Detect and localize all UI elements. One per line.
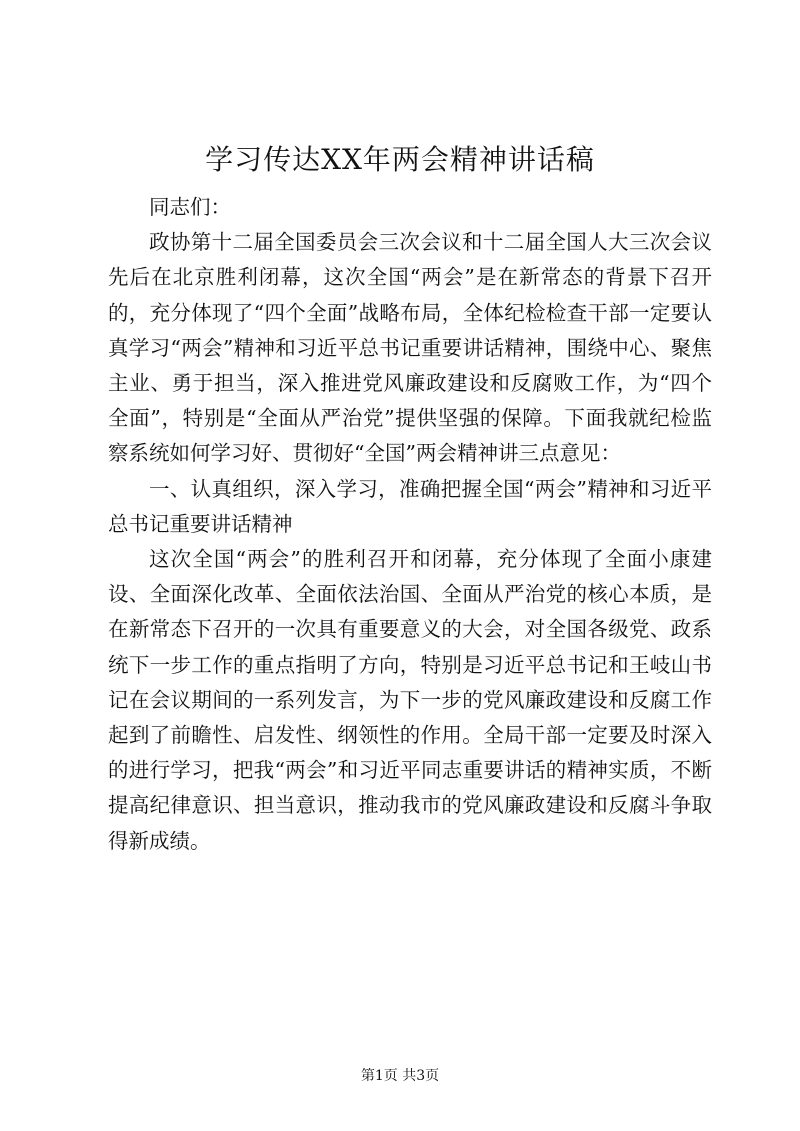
- section-heading-1: 一、认真组织，深入学习，准确把握全国“两会”精神和习近平总书记重要讲话精神: [108, 476, 712, 536]
- document-title: 学习传达XX年两会精神讲话稿: [205, 143, 595, 176]
- document-body: [108, 190, 712, 859]
- page-number-footer: 第1页 共3页: [360, 1068, 440, 1084]
- paragraph-section-1: 这次全国“两会”的胜利召开和闭幕，充分体现了全面小康建设、全面深化改革、全面依法治国、全面从严治党的核心本质，是在新常态下召开的一次具有重要意义的大会，对全国各级党、政系统下一步工作的重点指明了方向，特别是习近平总书记和王岐山书记在会议期间的一系列发言，为下一步的党风廉政建设和反腐工作起到了前瞻性、启发性、纲领性的作用。全局干部一定要及时深入的进行学习，把我“两会”和习近平同志重要讲话的精神实质，不断提高纪律意识、担当意识，推动我市的党风廉政建设和反腐斗争取得新成绩。: [108, 547, 712, 853]
- paragraph-intro: 政协第十二届全国委员会三次会议和十二届全国人大三次会议先后在北京胜利闭幕，这次全国“两会”是在新常态的背景下召开的，充分体现了“四个全面”战略布局，全体纪检检查干部一定要认真学习“两会”精神和习近平总书记重要讲话精神，围绕中心、聚焦主业、勇于担当，深入推进党风廉政建设和反腐败工作，为“四个全面”，特别是“全面从严治党”提供坚强的保障。下面我就纪检监察系统如何学习好、贯彻好“全国”两会精神讲三点意见：: [108, 230, 712, 466]
- salutation: 同志们：: [149, 195, 231, 219]
